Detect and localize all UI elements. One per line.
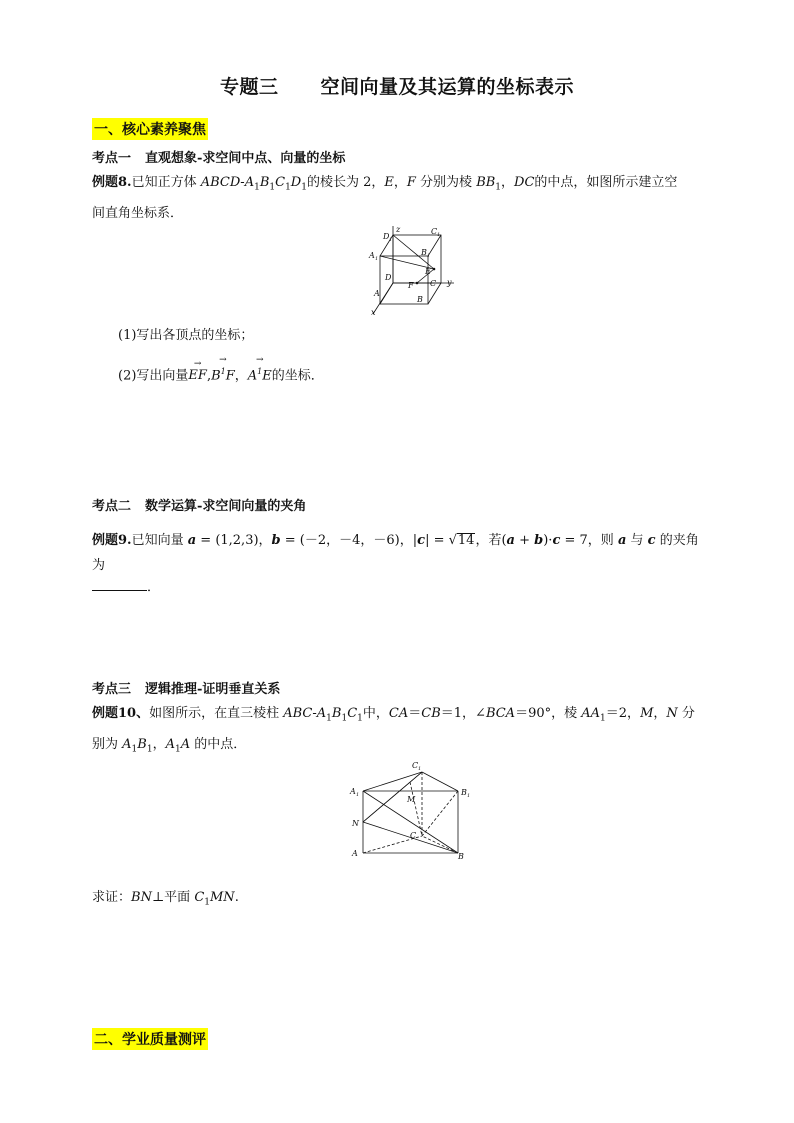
kaodian-1-heading: 考点一 直观想象-求空间中点、向量的坐标 bbox=[92, 151, 346, 166]
fig1-label-A1: A bbox=[369, 251, 375, 260]
example-9-text: 例题9.已知向量 a = (1,2,3)，b = (－2，－4，－6)，|c| = √14，若(a + b)·c = 7，则 a 与 c 的夹角为 bbox=[92, 533, 699, 573]
cube-back-face bbox=[393, 235, 441, 283]
section-heading-1: 一、核心素养聚焦 bbox=[92, 118, 208, 140]
svg-text:1: 1 bbox=[437, 232, 441, 238]
example-10-text: 例题10、如图所示，在直三棱柱 ABC-$A_1B_1C_1$中，CA＝CB＝1，∠BCA＝90°，棱 $AA_1=2$，M，N 分 别为 $A_1B_1$，$A_1A$ 的中点． bbox=[92, 706, 695, 755]
fig2-label-M: M bbox=[407, 795, 416, 804]
svg-text:1: 1 bbox=[467, 793, 471, 799]
cube-figure bbox=[362, 224, 462, 318]
x-axis bbox=[373, 283, 393, 314]
vector-a1e: → $A^1E$ bbox=[248, 359, 272, 388]
page-title: 专题三 空间向量及其运算的坐标表示 bbox=[219, 76, 575, 98]
fig2-label-C: C bbox=[410, 831, 417, 840]
blank-line bbox=[92, 590, 147, 591]
kaodian-2-heading: 考点二 数学运算-求空间向量的夹角 bbox=[92, 499, 307, 514]
svg-text:1: 1 bbox=[389, 237, 393, 243]
fig1-label-E: E bbox=[425, 267, 431, 276]
fig1-label-z: z bbox=[396, 225, 401, 234]
fig1-label-A: A bbox=[374, 289, 380, 298]
fig1-label-D1: D bbox=[383, 232, 390, 241]
example-8-text: 例题8.已知正方体 ABCD-$A_1B_1C_1D_1$的棱长为 2，E，F 分别为棱 $BB_1$，DC的中点，如图所示建立空 间直角坐标系． bbox=[92, 175, 678, 221]
svg-text:1: 1 bbox=[427, 253, 431, 259]
fig2-label-B: B bbox=[458, 852, 464, 861]
fig2-label-C1: C bbox=[412, 761, 419, 770]
fig2-label-A1: A bbox=[350, 787, 356, 796]
vector-b1f: → $B^1F$ bbox=[211, 359, 235, 388]
prism-figure bbox=[348, 758, 474, 864]
fig1-label-C1: C bbox=[431, 227, 438, 236]
fig1-label-F: F bbox=[408, 281, 414, 290]
fig2-label-N: N bbox=[352, 819, 359, 828]
question-8-1: (1)写出各顶点的坐标； bbox=[118, 328, 254, 343]
fig1-label-D: D bbox=[385, 273, 392, 282]
fig1-label-B: B bbox=[417, 295, 423, 304]
fig1-label-C: C bbox=[430, 279, 437, 288]
sqrt-14: 14 bbox=[457, 533, 475, 548]
fig1-label-x: x bbox=[371, 308, 376, 317]
vector-ef: → EF bbox=[188, 363, 207, 388]
svg-text:1: 1 bbox=[418, 766, 422, 772]
fig2-label-A: A bbox=[352, 849, 358, 858]
kaodian-3-heading: 考点三 逻辑推理-证明垂直关系 bbox=[92, 682, 281, 697]
svg-text:1: 1 bbox=[356, 792, 360, 798]
fig1-label-y: y bbox=[447, 278, 452, 287]
question-8-2: (2)写出向量→ $EF,\to B^1F$，→ $A^1E$的坐标． bbox=[118, 359, 733, 388]
fig1-label-B1: B bbox=[421, 248, 427, 257]
svg-text:1: 1 bbox=[375, 256, 379, 262]
fig2-label-B1: B bbox=[461, 788, 467, 797]
answer-blank-9: ． bbox=[92, 575, 707, 600]
section-heading-2: 二、学业质量测评 bbox=[92, 1028, 208, 1050]
proof-statement: 求证：BN⊥平面 $C_1MN$. bbox=[92, 890, 239, 908]
